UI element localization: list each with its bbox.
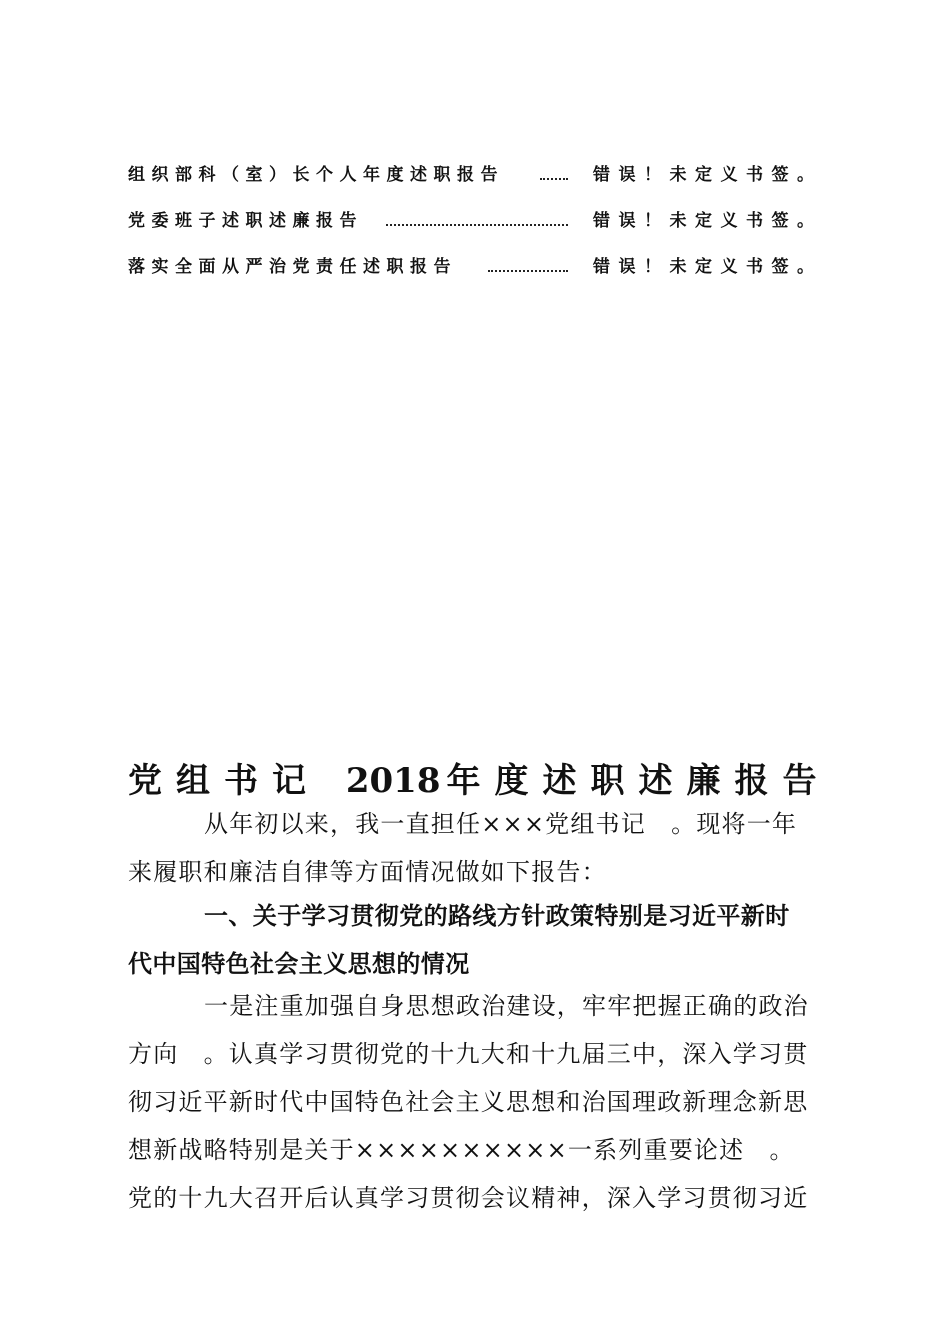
toc-entry-title[interactable]: 落实全面从严治党责任述职报告 xyxy=(128,257,457,277)
document-title xyxy=(128,753,830,802)
title-part-1: 党组书记 xyxy=(128,761,320,801)
title-part-2: 年度述职述廉报告 xyxy=(446,761,831,801)
heading-line: 代中国特色社会主义思想的情况 xyxy=(128,950,470,978)
toc-entry[interactable] xyxy=(128,252,828,298)
paragraph-line: 方向 。认真学习贯彻党的十九大和十九届三中，深入学习贯 xyxy=(128,1040,809,1068)
table-of-contents xyxy=(128,160,828,298)
paragraph-line: 想新战略特别是关于××××××××××一系列重要论述 。 xyxy=(128,1136,795,1164)
toc-entry-title[interactable]: 组织部科（室）长个人年度述职报告 xyxy=(128,165,504,185)
paragraph-line: 来履职和廉洁自律等方面情况做如下报告： xyxy=(128,858,607,886)
paragraph-line: 彻习近平新时代中国特色社会主义思想和治国理政新理念新思 xyxy=(128,1088,809,1116)
paragraph-line: 一是注重加强自身思想政治建设，牢牢把握正确的政治 xyxy=(204,992,809,1020)
toc-entry[interactable] xyxy=(128,206,828,252)
intro-paragraph xyxy=(128,800,823,896)
title-year: 2018 xyxy=(345,761,441,801)
toc-entry-page-ref[interactable]: 错误！未定义书签。 xyxy=(593,257,823,277)
body-paragraph xyxy=(128,982,823,1222)
toc-entry[interactable] xyxy=(128,160,828,206)
paragraph-line: 从年初以来，我一直担任×××党组书记 。现将一年 xyxy=(204,810,798,838)
toc-entry-page-ref[interactable]: 错误！未定义书签。 xyxy=(593,165,823,185)
section-heading xyxy=(128,892,823,988)
toc-dot-leader xyxy=(488,266,568,272)
toc-entry-page-ref[interactable]: 错误！未定义书签。 xyxy=(593,211,823,231)
paragraph-line: 党的十九大召开后认真学习贯彻会议精神，深入学习贯彻习近 xyxy=(128,1184,809,1212)
heading-line: 一、关于学习贯彻党的路线方针政策特别是习近平新时 xyxy=(204,902,790,930)
toc-entry-title[interactable]: 党委班子述职述廉报告 xyxy=(128,211,363,231)
toc-dot-leader xyxy=(386,220,568,226)
toc-dot-leader xyxy=(540,174,568,180)
